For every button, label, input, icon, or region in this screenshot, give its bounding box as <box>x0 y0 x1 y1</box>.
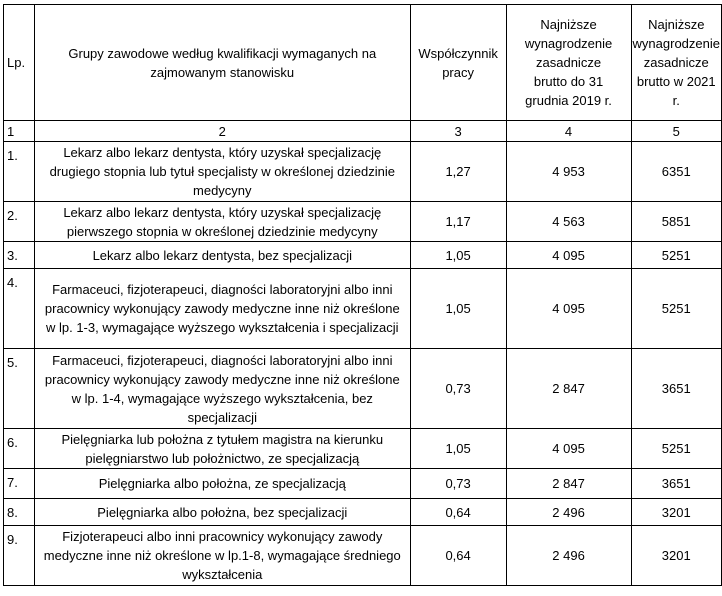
header-wage-2019: Najniższe wynagrodzenie zasadnicze brutto do 31 grudnia 2019 r. <box>506 5 631 121</box>
row-group: Pielęgniarka albo położna, bez specjalizacji <box>34 499 410 526</box>
row-lp: 8. <box>4 499 35 526</box>
table-row <box>4 242 722 269</box>
row-lp: 2. <box>4 202 35 242</box>
row-group: Farmaceuci, fizjoterapeuci, diagności laboratoryjni albo inni pracownicy wykonujący zawody medyczne inne niż określone w lp. 1-4, wymagające wyższego wykształcenia, bez specjalizacji <box>34 349 410 429</box>
column-number-row <box>4 121 722 142</box>
row-wage-2019: 4 095 <box>506 269 631 349</box>
row-lp: 1. <box>4 142 35 202</box>
row-wage-2019: 2 496 <box>506 499 631 526</box>
row-wage-2019: 4 095 <box>506 242 631 269</box>
row-wage-2021: 3201 <box>631 499 721 526</box>
header-lp: Lp. <box>4 5 35 121</box>
table-row <box>4 499 722 526</box>
row-wage-2019: 4 095 <box>506 429 631 469</box>
row-coefficient: 0,73 <box>410 349 506 429</box>
row-coefficient: 0,73 <box>410 469 506 499</box>
row-wage-2019: 2 847 <box>506 469 631 499</box>
header-coefficient: Współczynnik pracy <box>410 5 506 121</box>
row-wage-2019: 4 953 <box>506 142 631 202</box>
table-row <box>4 202 722 242</box>
row-wage-2021: 3201 <box>631 526 721 586</box>
row-coefficient: 0,64 <box>410 526 506 586</box>
row-wage-2021: 5251 <box>631 429 721 469</box>
column-number: 5 <box>631 121 721 142</box>
row-coefficient: 1,05 <box>410 242 506 269</box>
header-group: Grupy zawodowe według kwalifikacji wymaganych na zajmowanym stanowisku <box>34 5 410 121</box>
row-coefficient: 1,05 <box>410 429 506 469</box>
row-lp: 7. <box>4 469 35 499</box>
table-row <box>4 349 722 429</box>
row-wage-2021: 3651 <box>631 349 721 429</box>
row-wage-2019: 2 496 <box>506 526 631 586</box>
row-wage-2021: 5851 <box>631 202 721 242</box>
row-lp: 3. <box>4 242 35 269</box>
row-lp: 5. <box>4 349 35 429</box>
column-number: 4 <box>506 121 631 142</box>
row-wage-2021: 5251 <box>631 242 721 269</box>
row-lp: 9. <box>4 526 35 586</box>
row-lp: 6. <box>4 429 35 469</box>
row-coefficient: 0,64 <box>410 499 506 526</box>
wage-table <box>3 4 722 586</box>
table-row <box>4 526 722 586</box>
row-coefficient: 1,27 <box>410 142 506 202</box>
row-wage-2019: 4 563 <box>506 202 631 242</box>
row-wage-2019: 2 847 <box>506 349 631 429</box>
table-row <box>4 469 722 499</box>
header-row <box>4 5 722 121</box>
table-row <box>4 269 722 349</box>
column-number: 3 <box>410 121 506 142</box>
header-wage-2021: Najniższe wynagrodzenie zasadnicze brutto w 2021 r. <box>631 5 721 121</box>
row-coefficient: 1,05 <box>410 269 506 349</box>
row-coefficient: 1,17 <box>410 202 506 242</box>
row-group: Fizjoterapeuci albo inni pracownicy wykonujący zawody medyczne inne niż określone w lp.1-8, wymagające średniego wykształcenia <box>34 526 410 586</box>
table-row <box>4 429 722 469</box>
row-lp: 4. <box>4 269 35 349</box>
row-group: Lekarz albo lekarz dentysta, który uzyskał specjalizację pierwszego stopnia w określonej dziedzinie medycyny <box>34 202 410 242</box>
row-group: Pielęgniarka albo położna, ze specjalizacją <box>34 469 410 499</box>
column-number: 2 <box>34 121 410 142</box>
row-group: Lekarz albo lekarz dentysta, który uzyskał specjalizację drugiego stopnia lub tytuł specjalisty w określonej dziedzinie medycyny <box>34 142 410 202</box>
row-group: Farmaceuci, fizjoterapeuci, diagności laboratoryjni albo inni pracownicy wykonujący zawody medyczne inne niż określone w lp. 1-3, wymagające wyższego wykształcenia i specjalizacji <box>34 269 410 349</box>
row-wage-2021: 6351 <box>631 142 721 202</box>
row-group: Lekarz albo lekarz dentysta, bez specjalizacji <box>34 242 410 269</box>
column-number: 1 <box>4 121 35 142</box>
row-wage-2021: 3651 <box>631 469 721 499</box>
row-wage-2021: 5251 <box>631 269 721 349</box>
table-row <box>4 142 722 202</box>
row-group: Pielęgniarka lub położna z tytułem magistra na kierunku pielęgniarstwo lub położnictwo, ze specjalizacją <box>34 429 410 469</box>
